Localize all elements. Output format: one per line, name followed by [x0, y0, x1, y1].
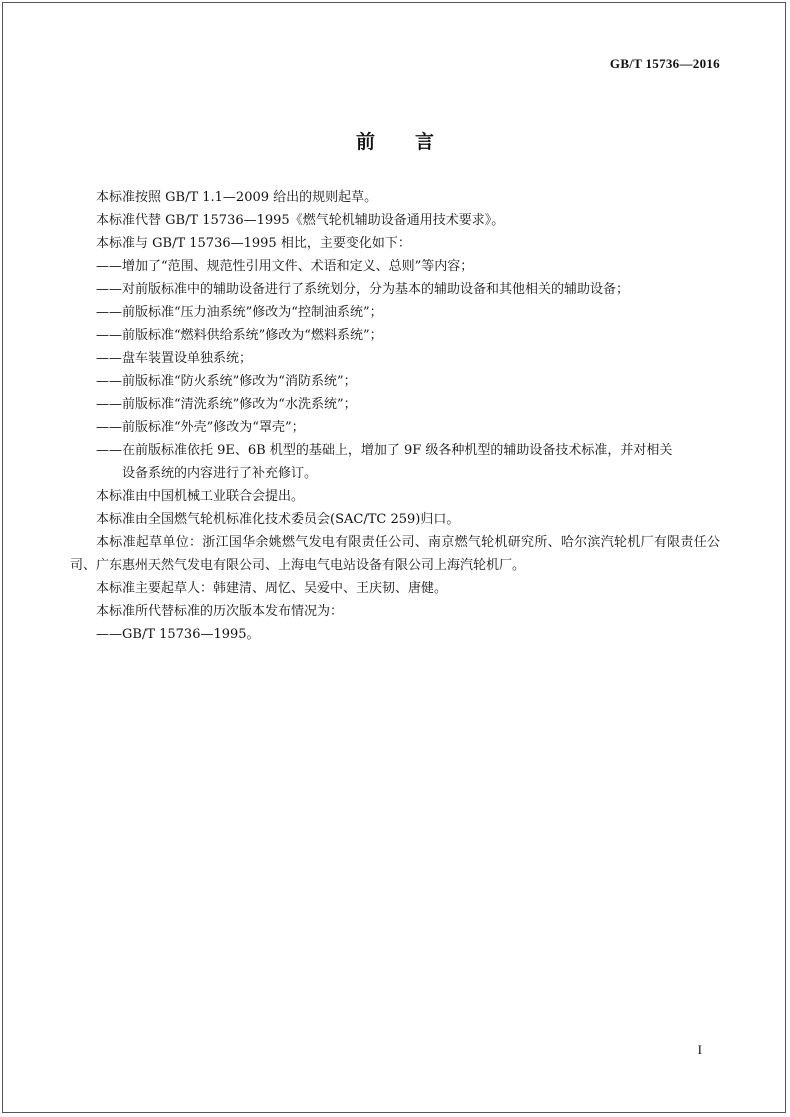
paragraph-proposed-by: 本标准由中国机械工业联合会提出。 — [96, 489, 305, 504]
change-item: ——前版标准“外壳”修改为“罩壳”； — [96, 420, 305, 435]
change-item: ——前版标准“防火系统”修改为“消防系统”； — [96, 374, 357, 389]
page-number: I — [697, 1042, 702, 1057]
change-item-9f-line1: ——在前版标准依托 9E、6B 机型的基础上，增加了 9F 级各种机型的辅助设备技术标准，并对相关 — [96, 443, 673, 458]
paragraph-administered-by: 本标准由全国燃气轮机标准化技术委员会(SAC/TC 259)归口。 — [96, 512, 460, 527]
paragraph-history-intro: 本标准所代替标准的历次版本发布情况为： — [96, 604, 344, 619]
title-char-2: 言 — [415, 131, 435, 153]
title-char-1: 前 — [355, 131, 375, 153]
change-item-9f-line2: 设备系统的内容进行了补充修订。 — [122, 466, 318, 481]
change-item-9f — [70, 439, 720, 485]
paragraph-drafting-rules: 本标准按照 GB/T 1.1—2009 给出的规则起草。 — [96, 190, 378, 205]
standard-code: GB/T 15736—2016 — [609, 56, 720, 71]
change-item: ——前版标准“燃料供给系统”修改为“燃料系统”； — [96, 328, 383, 343]
change-item: ——对前版标准中的辅助设备进行了系统划分，分为基本的辅助设备和其他相关的辅助设备； — [96, 282, 630, 297]
foreword-body — [70, 186, 720, 646]
paragraph-drafters: 本标准主要起草人：韩建清、周忆、吴爱中、王庆韧、唐健。 — [96, 581, 448, 596]
change-item: ——前版标准“清洗系统”修改为“水洗系统”； — [96, 397, 357, 412]
change-item: ——前版标准“压力油系统”修改为“控制油系统”； — [96, 305, 383, 320]
page-title — [0, 127, 790, 154]
change-item: ——盘车装置设单独系统； — [96, 351, 253, 366]
change-item: ——增加了“范围、规范性引用文件、术语和定义、总则”等内容； — [96, 259, 474, 274]
paragraph-replaces: 本标准代替 GB/T 15736—1995《燃气轮机辅助设备通用技术要求》。 — [96, 213, 505, 228]
history-item: ——GB/T 15736—1995。 — [96, 627, 260, 642]
paragraph-drafting-organizations: 本标准起草单位：浙江国华余姚燃气发电有限责任公司、南京燃气轮机研究所、哈尔滨汽轮机厂有限责任公司、广东惠州天然气发电有限公司、上海电气电站设备有限公司上海汽轮机厂。 — [70, 535, 720, 573]
paragraph-changes-intro: 本标准与 GB/T 15736—1995 相比，主要变化如下： — [96, 236, 411, 251]
